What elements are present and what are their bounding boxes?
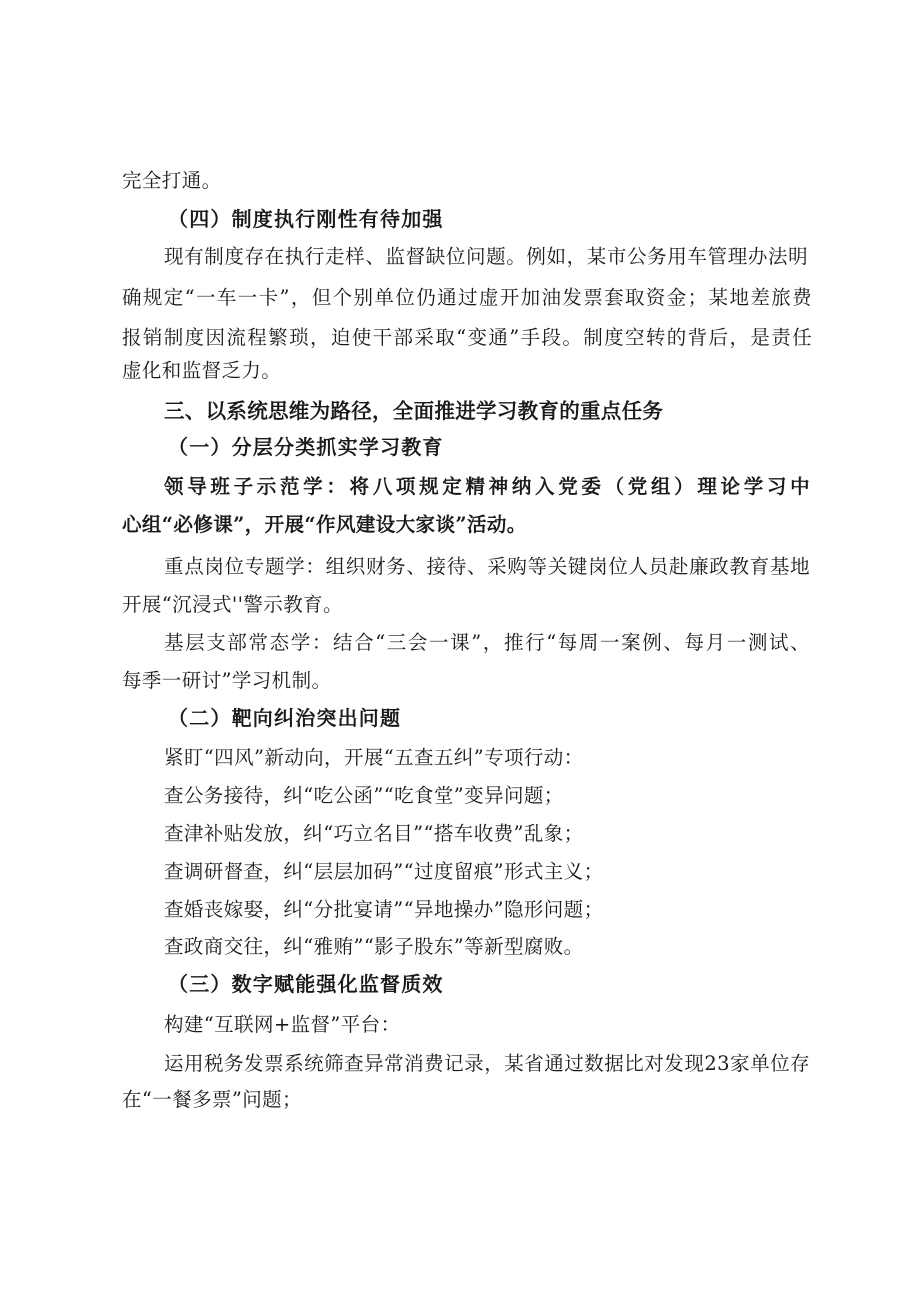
list-item: 查政商交往，纠“雅贿”“影子股东”等新型腐败。: [164, 935, 584, 958]
chapter-heading-3: 三、以系统思维为路径，全面推进学习教育的重点任务: [164, 399, 664, 423]
paragraph-line: 确规定“一车一卡”，但个别单位仍通过虚开加油发票套取资金；某地差旅费: [122, 286, 812, 309]
list-item: 查调研督查，纠“层层加码”“过度留痕”形式主义；: [164, 860, 604, 883]
section-heading-3: （三）数字赋能强化监督质效: [168, 972, 444, 996]
list-item: 查婚丧嫁娶，纠“分批宴请”“异地操办”隐形问题；: [164, 898, 604, 921]
paragraph-line: 构建“互联网+监督”平台：: [164, 1013, 401, 1036]
paragraph-line: 开展“沉浸式''警示教育。: [122, 593, 343, 616]
list-item: 查津补贴发放，纠“巧立名目”“搭车收费”乱象；: [164, 822, 584, 845]
section-heading-1: （一）分层分类抓实学习教育: [168, 435, 444, 459]
section-heading-4: （四）制度执行刚性有待加强: [168, 207, 444, 231]
paragraph-line: 重点岗位专题学：组织财务、接待、采购等关键岗位人员赴廉政教育基地: [164, 555, 810, 578]
paragraph-line: 在“一餐多票”问题；: [122, 1088, 302, 1111]
paragraph-line: 虚化和监督乏力。: [122, 359, 282, 382]
paragraph-line: 紧盯“四风”新动向，开展“五查五纠”专项行动：: [164, 746, 584, 769]
paragraph-line: 运用税务发票系统筛查异常消费记录，某省通过数据比对发现23家单位存: [164, 1052, 810, 1075]
paragraph-line: 现有制度存在执行走样、监督缺位问题。例如，某市公务用车管理办法明: [164, 245, 808, 268]
section-heading-2: （二）靶向纠治突出问题: [168, 706, 402, 730]
paragraph-continuation: 完全打通。: [122, 169, 222, 192]
paragraph-line: 领导班子示范学：将八项规定精神纳入党委（党组）理论学习中: [164, 475, 810, 498]
list-item: 查公务接待，纠“吃公函”“吃食堂”变异问题；: [164, 784, 564, 807]
paragraph-line: 心组“必修课”，开展“作风建设大家谈”活动。: [122, 513, 527, 536]
paragraph-line: 报销制度因流程繁琐，迫使干部采取“变通”手段。制度空转的背后，是责任: [122, 326, 812, 349]
paragraph-line: 每季一研讨”学习机制。: [122, 669, 332, 692]
paragraph-line: 基层支部常态学：结合“三会一课”，推行“每周一案例、每月一测试、: [164, 631, 810, 654]
